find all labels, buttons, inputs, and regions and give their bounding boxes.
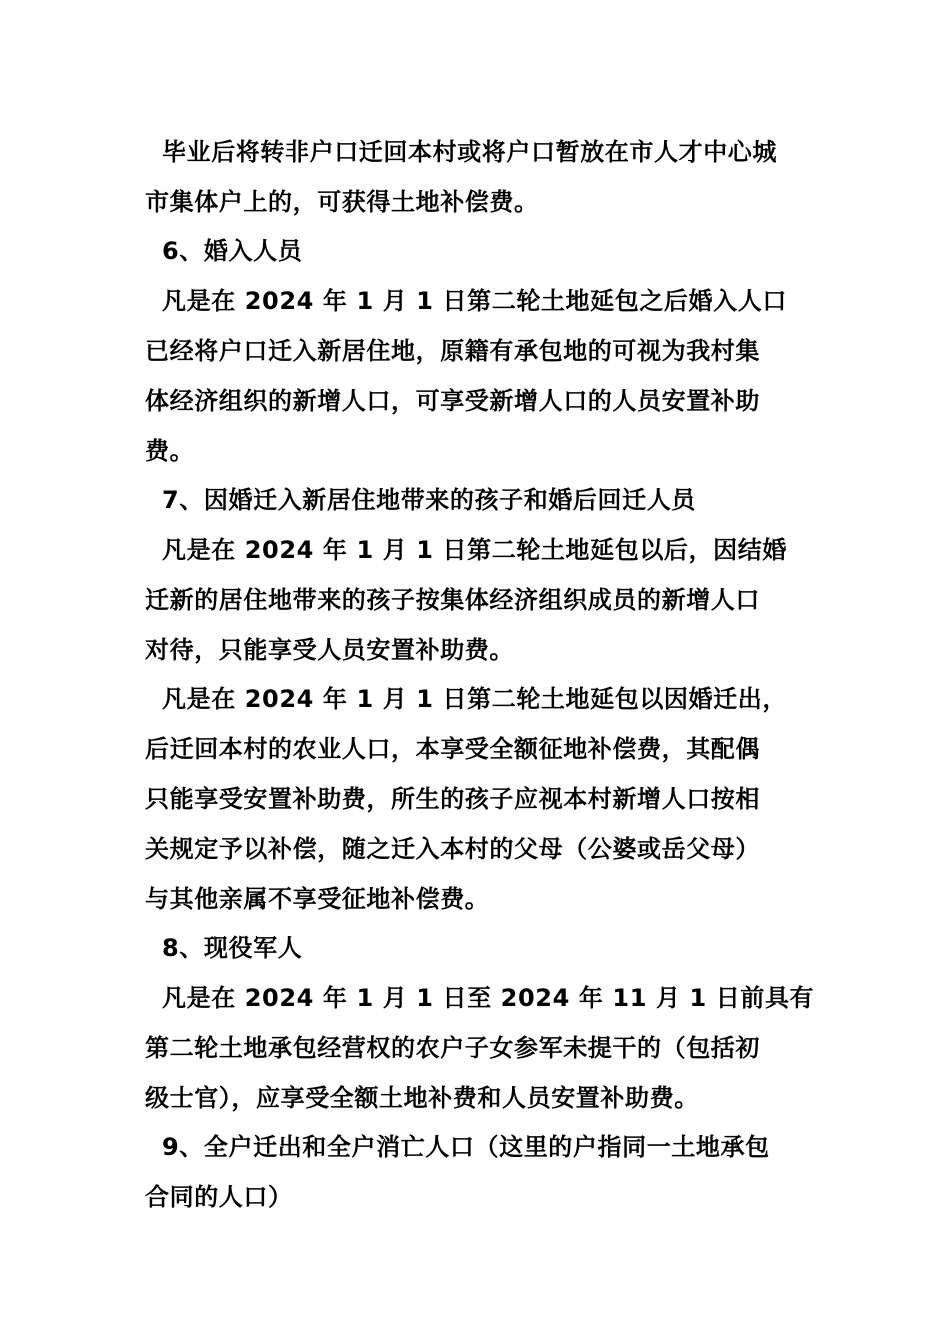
paragraph-line: 只能享受安置补助费，所生的孩子应视本村新增人口按相 — [145, 785, 760, 813]
paragraph-line: 级士官），应享受全额土地补费和人员安置补助费。 — [145, 1084, 699, 1112]
paragraph-line: 凡是在 2024 年 1 月 1 日至 2024 年 11 月 1 日前具有 — [162, 984, 815, 1012]
paragraph-line: 关规定予以补偿，随之迁入本村的父母（公婆或岳父母） — [145, 835, 760, 863]
paragraph-line: 毕业后将转非户口迁回本村或将户口暂放在市人才中心城 — [162, 138, 777, 166]
paragraph-line: 费。 — [145, 437, 195, 465]
paragraph-line: 已经将户口迁入新居住地，原籍有承包地的可视为我村集 — [145, 337, 760, 365]
paragraph-line: 市集体户上的，可获得土地补偿费。 — [145, 188, 539, 216]
section-heading-6: 6、婚入人员 — [162, 237, 303, 265]
paragraph-line: 凡是在 2024 年 1 月 1 日第二轮土地延包以因婚迁出， — [162, 685, 787, 713]
paragraph-line: 与其他亲属不享受征地补偿费。 — [145, 885, 490, 913]
section-heading-8: 8、现役军人 — [162, 934, 303, 962]
paragraph-line: 凡是在 2024 年 1 月 1 日第二轮土地延包以后，因结婚 — [162, 536, 787, 564]
paragraph-line: 凡是在 2024 年 1 月 1 日第二轮土地延包之后婚入人口 — [162, 287, 787, 315]
paragraph-line: 合同的人口） — [145, 1183, 293, 1211]
section-heading-9: 9、全户迁出和全户消亡人口（这里的户指同一土地承包 — [162, 1133, 770, 1161]
paragraph-line: 后迁回本村的农业人口，本享受全额征地补偿费，其配偶 — [145, 735, 760, 763]
paragraph-line: 对待，只能享受人员安置补助费。 — [145, 636, 514, 664]
paragraph-line: 迁新的居住地带来的孩子按集体经济组织成员的新增人口 — [145, 586, 760, 614]
paragraph-line: 第二轮土地承包经营权的农户子女参军未提干的（包括初 — [145, 1034, 760, 1062]
paragraph-line: 体经济组织的新增人口，可享受新增人口的人员安置补助 — [145, 387, 760, 415]
section-heading-7: 7、因婚迁入新居住地带来的孩子和婚后回迁人员 — [162, 486, 696, 514]
